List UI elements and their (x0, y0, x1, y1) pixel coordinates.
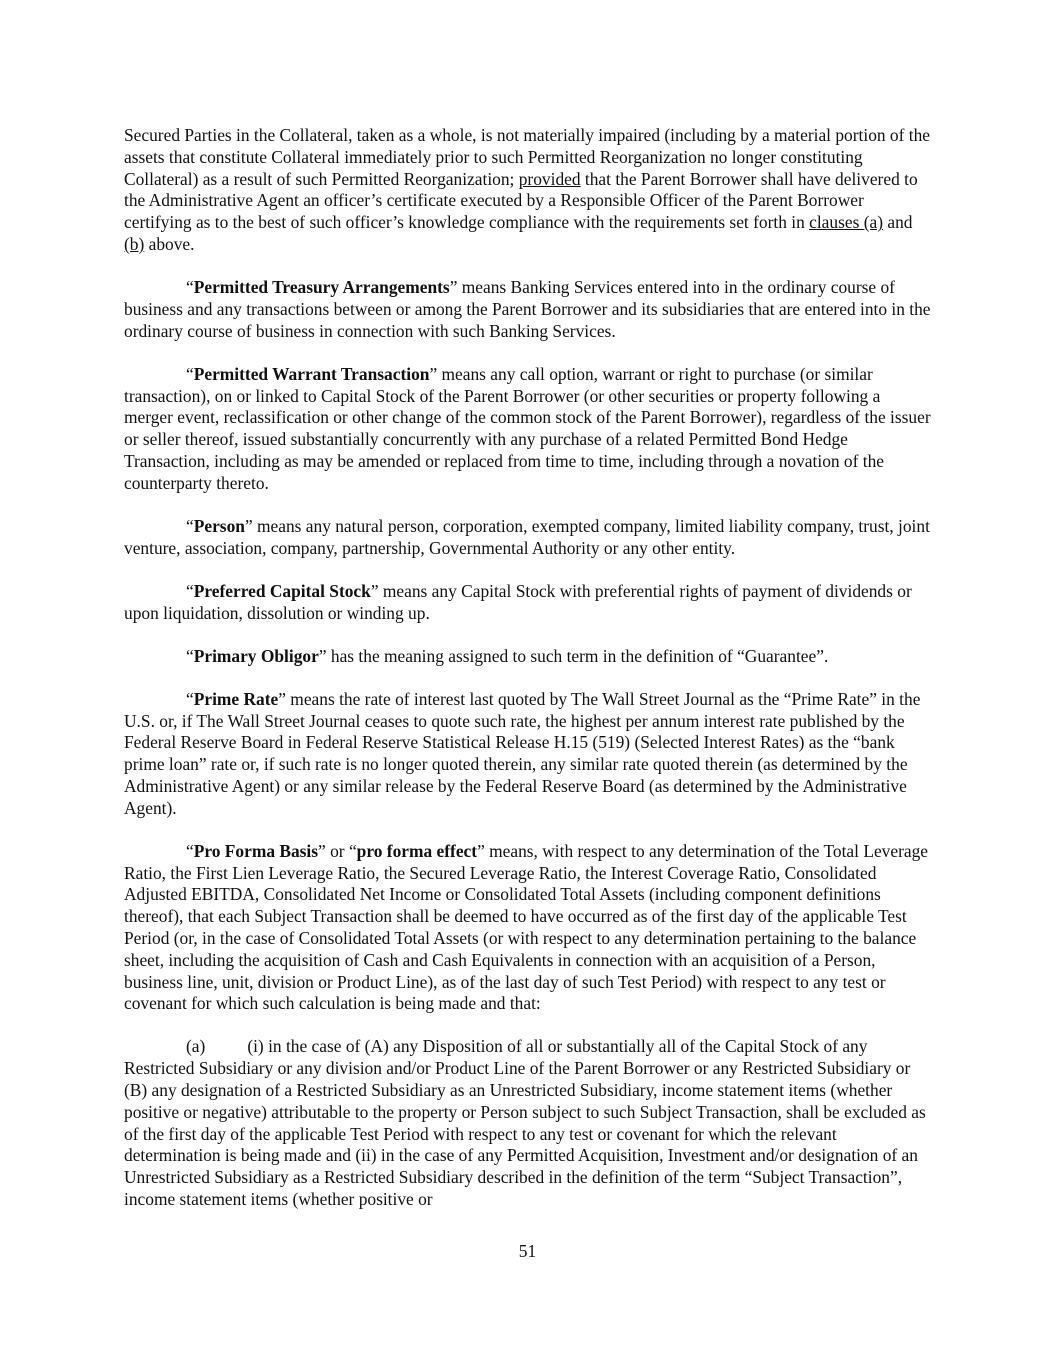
open-quote: “ (186, 840, 194, 861)
open-quote: “ (186, 688, 194, 709)
continuation-paragraph (124, 125, 932, 256)
text-segment: above. (144, 233, 195, 254)
open-quote: “ (186, 515, 194, 536)
defined-term: Prime Rate (193, 688, 279, 709)
defined-term: Person (193, 515, 245, 536)
definition-preferred-capital-stock (124, 581, 932, 625)
definition-text: ” means any natural person, corporation, exempted company, limited liability company, trust, joint venture, association, company, partnership, Governmental Authority or any other entity. (124, 515, 930, 558)
open-quote: “ (186, 277, 194, 298)
open-quote: “ (186, 580, 194, 601)
defined-term: Preferred Capital Stock (193, 580, 371, 601)
definition-text: ” means any Capital Stock with preferential rights of payment of dividends or upon liquidation, dissolution or winding up. (124, 580, 912, 623)
defined-term: Permitted Treasury Arrangements (193, 277, 450, 298)
open-quote: “ (186, 363, 194, 384)
document-body (124, 125, 932, 1232)
definition-text: ” means Banking Services entered into in the ordinary course of business and any transactions between or among the Parent Borrower and its subsidiaries that are entered into in the ordinary course of business in connection with such Banking Services. (124, 277, 931, 341)
clause-b-reference: (b) (124, 233, 145, 254)
text-segment: Secured Parties in the Collateral, taken as a whole, is not materially impaired (including by a material portion of the assets that constitute Collateral immediately prior to such Permitted Reorganization no longer constituting Collateral) as a result of such Permitted Reorganization; (124, 125, 931, 189)
definition-permitted-warrant-transaction (124, 364, 932, 495)
definition-text: ” means, with respect to any determination of the Total Leverage Ratio, the First Lien Leverage Ratio, the Secured Leverage Ratio, the Interest Coverage Ratio, Consolidated Adjusted EBITDA, Consolidated Net Income or Consolidated Total Assets (including component definitions thereof), that each Subject Transaction shall be deemed to have occurred as of the first day of the applicable Test Period (or, in the case of Consolidated Total Assets (or with respect to any determination pertaining to the balance sheet, including the acquisition of Cash and Cash Equivalents in connection with an acquisition of a Person, business line, unit, division or Product Line), as of the last day of such Test Period) with respect to any test or covenant for which such calculation is being made and that: (124, 840, 928, 1014)
definition-primary-obligor (124, 646, 932, 668)
definition-person (124, 516, 932, 560)
defined-term: Pro Forma Basis (193, 840, 319, 861)
page-number: 51 (518, 1241, 537, 1261)
definition-prime-rate (124, 689, 932, 820)
defined-term: Primary Obligor (193, 645, 319, 666)
defined-term: pro forma effect (356, 840, 478, 861)
provided-term: provided (518, 168, 581, 189)
definition-text: ” means any call option, warrant or right to purchase (or similar transaction), on or linked to Capital Stock of the Parent Borrower (or other securities or property following a merger event, reclassification or other change of the common stock of the Parent Borrower), regardless of the issuer or seller thereof, issued substantially concurrently with any purchase of a related Permitted Bond Hedge Transaction, including as may be amended or replaced from time to time, including through a novation of the counterparty thereto. (124, 363, 931, 493)
open-quote: “ (186, 645, 194, 666)
clause-a-reference: clauses (a) (809, 212, 883, 233)
text-segment: and (883, 212, 913, 233)
clause-a-paragraph (124, 1036, 932, 1210)
definition-pro-forma-basis (124, 841, 932, 1015)
definition-text: ” has the meaning assigned to such term in the definition of “Guarantee”. (318, 645, 829, 666)
text-segment: ” or “ (318, 840, 357, 861)
defined-term: Permitted Warrant Transaction (193, 363, 430, 384)
clause-text: (i) in the case of (A) any Disposition of all or substantially all of the Capital Stock of any Restricted Subsidiary or any division and/or Product Line of the Parent Borrower or any Restricted Subsidiary or (B) any designation of a Restricted Subsidiary as an Unrestricted Subsidiary, income statement items (whether positive or negative) attributable to the property or Person subject to such Subject Transaction, shall be excluded as of the first day of the applicable Test Period with respect to any test or covenant for which the relevant determination is being made and (ii) in the case of any Permitted Acquisition, Investment and/or designation of an Unrestricted Subsidiary as a Restricted Subsidiary described in the definition of the term “Subject Transaction”, income statement items (whether positive or (124, 1036, 926, 1210)
definition-text: ” means the rate of interest last quoted by The Wall Street Journal as the “Prime Rate” in the U.S. or, if The Wall Street Journal ceases to quote such rate, the highest per annum interest rate published by the Federal Reserve Board in Federal Reserve Statistical Release H.15 (519) (Selected Interest Rates) as the “bank prime loan” rate or, if such rate is no longer quoted therein, any similar rate quoted therein (as determined by the Administrative Agent) or any similar release by the Federal Reserve Board (as determined by the Administrative Agent). (124, 688, 921, 818)
definition-permitted-treasury-arrangements (124, 277, 932, 342)
clause-label: (a) (186, 1036, 206, 1057)
text-segment: that the Parent Borrower shall have delivered to the Administrative Agent an officer’s certificate executed by a Responsible Officer of the Parent Borrower certifying as to the best of such officer’s knowledge compliance with the requirements set forth in (124, 168, 918, 233)
